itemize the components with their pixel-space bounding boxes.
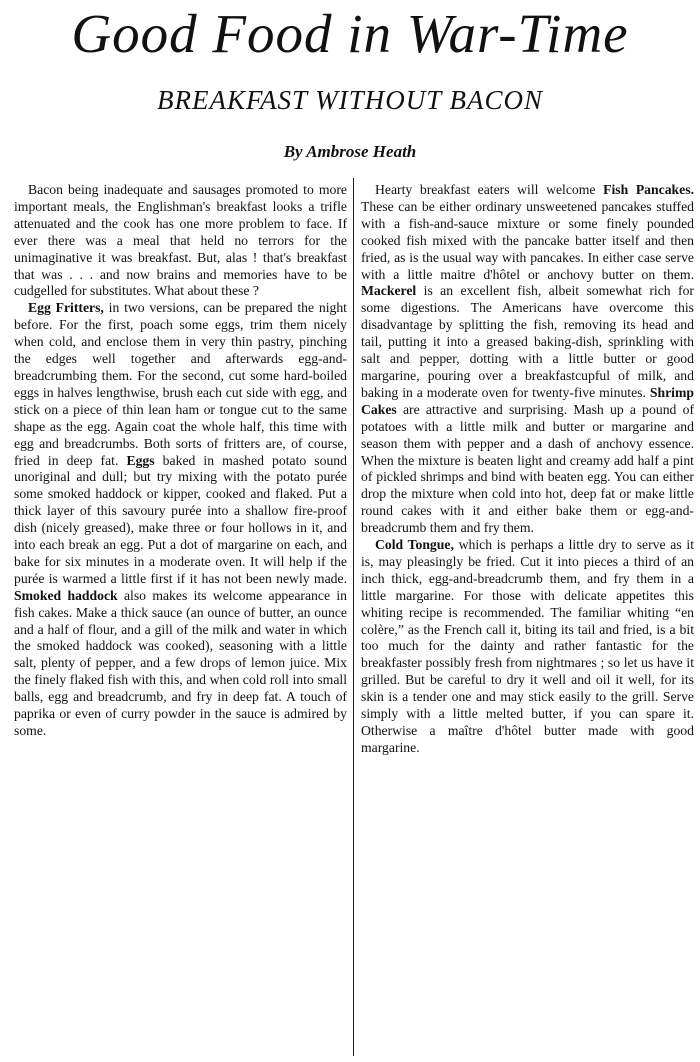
page-title: Good Food in War-Time [71,3,629,64]
column-divider [353,178,354,1056]
paragraph-fish-pancakes [361,182,694,537]
text-fish-pancakes: These can be either ordinary unsweetened pancakes stuffed with a fish-and-sauce mixture or some finely pounded cooked fish mixed with the pancake batter itself and then fried, as is the usual way with pancakes. In either case serve with a little maitre d'hôtel or anchovy butter on them. [361,198,694,282]
paragraph-egg-fritters [14,300,347,740]
heading-fish-pancakes: Fish Pancakes. [603,182,694,197]
paragraph-intro: Bacon being inadequate and sausages promoted to more important meals, the Englishman's breakfast looks a trifle attenuated and the cook has one more problem to face. If ever there was a meal that held no terrors for the unimaginative it was breakfast. But, alas ! that's breakfast that was . . . and now brains and memories have to be cudgelled for substitutes. What about these ? [14,182,347,299]
heading-egg-fritters: Egg Fritters, [28,300,104,316]
paragraph-cold-tongue [361,537,694,757]
text-hearty: Hearty breakfast eaters will welcome [375,182,604,197]
heading-mackerel: Mackerel [361,283,417,299]
text-egg-fritters: in two versions, can be prepared the night before. For the first, poach some eggs, trim them nicely when cold, and enclose them in very thin pastry, pinching the edges well together and afterwards egg-and-breadcrumbing them. For the second, cut some hard-boiled eggs in halves lengthwise, brush each cut side with egg, and stick on a piece of thin lean ham or tongue cut to the same shape as the egg. Again coat the whole half, this time with egg and breadcrumbs. Both sorts of fritters are, of course, fried in deep fat. [14,300,347,468]
heading-eggs: Eggs [126,452,155,468]
text-cold-tongue: which is perhaps a little dry to serve as it is, may pleasingly be fried. Cut it into pieces a third of an inch thick, egg-and-breadcrumb them, and fry them in a little margarine. For those with delicate appetites this whiting recipe is recommended. The familiar whiting “en colère,” as the French call it, biting its tail and fried, is a bit too much for the dainty and rather fantastic for the breakfaster possibly fresh from nightmares ; so let us have it grilled. But be careful to dry it well and oil it well, for its skin is a tender one and may stick easily to the grill. Serve simply with a little melted butter, if you can spare it. Otherwise a maître d'hôtel butter made with good margarine. [361,537,694,755]
text-shrimp-cakes: are attractive and surprising. Mash up a pound of potatoes with a little milk and butter or margarine and season them with pepper and a dash of anchovy essence. When the mixture is beaten light and creamy add half a pint of pickled shrimps and bind with beaten egg. You can either drop the mixture when cold into hot, deep fat or make little round cakes with it and either bake them or egg-and-breadcrumb them and fry them. [361,401,694,536]
heading-shrimp-cakes: Shrimp Cakes [361,384,694,417]
left-column [14,182,347,740]
masthead [0,0,700,70]
article-subtitle: BREAKFAST WITHOUT BACON [156,85,544,115]
byline: By Ambrose Heath [283,142,417,161]
heading-smoked-haddock: Smoked haddock [14,587,118,603]
text-smoked-haddock: also makes its welcome appearance in fish cakes. Make a thick sauce (an ounce of butter, an ounce and a half of flour, and a gill of the milk and water in which the smoked haddock was cooked), seasoning with a little salt, plenty of pepper, and a few drops of lemon juice. Mix the finely flaked fish with this, and when cold roll into small balls, egg and breadcrumb, and fry in deep fat. A touch of paprika or even of curry powder in the sauce is admired by some. [14,587,347,738]
heading-cold-tongue: Cold Tongue, [375,537,454,553]
text-eggs-baked: baked in mashed potato sound unoriginal and dull; but try mixing with the potato purée some smoked haddock or kipper, cooked and flaked. Put a thick layer of this savoury purée into a shallow fire-proof dish (nicely greased), make three or four hollows in it, and into each break an egg. Put a dot of margarine on each, and bake for six minutes in a moderate oven. It will help if the purée is warmed a little first if it has not been newly made. [14,452,347,586]
right-column [361,182,694,757]
text-mackerel: is an excellent fish, albeit somewhat rich for some digestions. The Americans have overcome this disadvantage by splitting the fish, removing its head and tail, putting it into a greased baking-dish, sprinkling with salt and pepper, dotting with a little butter or good margarine, pouring over a breakfastcupful of milk, and baking in a moderate oven for twenty-five minutes. [361,283,694,400]
